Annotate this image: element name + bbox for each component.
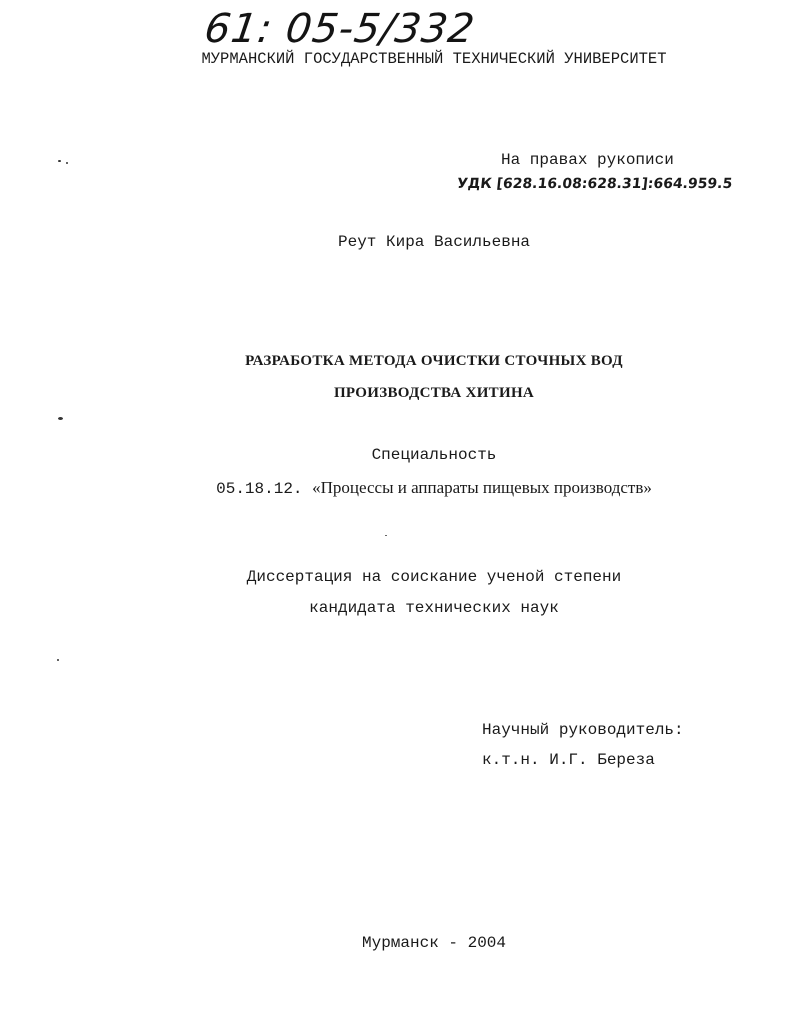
scan-speck [58, 160, 61, 162]
place-and-year: Мурманск - 2004 [361, 934, 507, 952]
scan-speck [66, 162, 68, 164]
supervisor-label: Научный руководитель: [482, 721, 684, 739]
title-line-1: РАЗРАБОТКА МЕТОДА ОЧИСТКИ СТОЧНЫХ ВОД [245, 353, 623, 369]
handwritten-catalog-number: 61: 05-5/332 [201, 6, 478, 52]
dissertation-line-1: Диссертация на соискание ученой степени [246, 568, 622, 586]
supervisor-name: к.т.н. И.Г. Береза [482, 751, 655, 769]
rights-note: На правах рукописи [501, 151, 674, 169]
specialty-code: 05.18.12. [216, 480, 303, 498]
scan-speck [57, 659, 59, 661]
dissertation-line-2: кандидата технических наук [309, 599, 559, 617]
scan-speck [385, 535, 387, 536]
specialty-label: Специальность [371, 446, 497, 464]
university-name: МУРМАНСКИЙ ГОСУДАРСТВЕННЫЙ ТЕХНИЧЕСКИЙ УНИВЕРСИТЕТ [201, 50, 667, 68]
specialty-value [0, 478, 791, 498]
author-name: Реут Кира Васильевна [337, 233, 531, 251]
udk-code: УДК [628.16.08:628.31]:664.959.5 [456, 176, 734, 192]
title-line-2: ПРОИЗВОДСТВА ХИТИНА [333, 385, 535, 401]
specialty-name: «Процессы и аппараты пищевых производств» [312, 478, 652, 497]
scan-speck [58, 417, 63, 420]
